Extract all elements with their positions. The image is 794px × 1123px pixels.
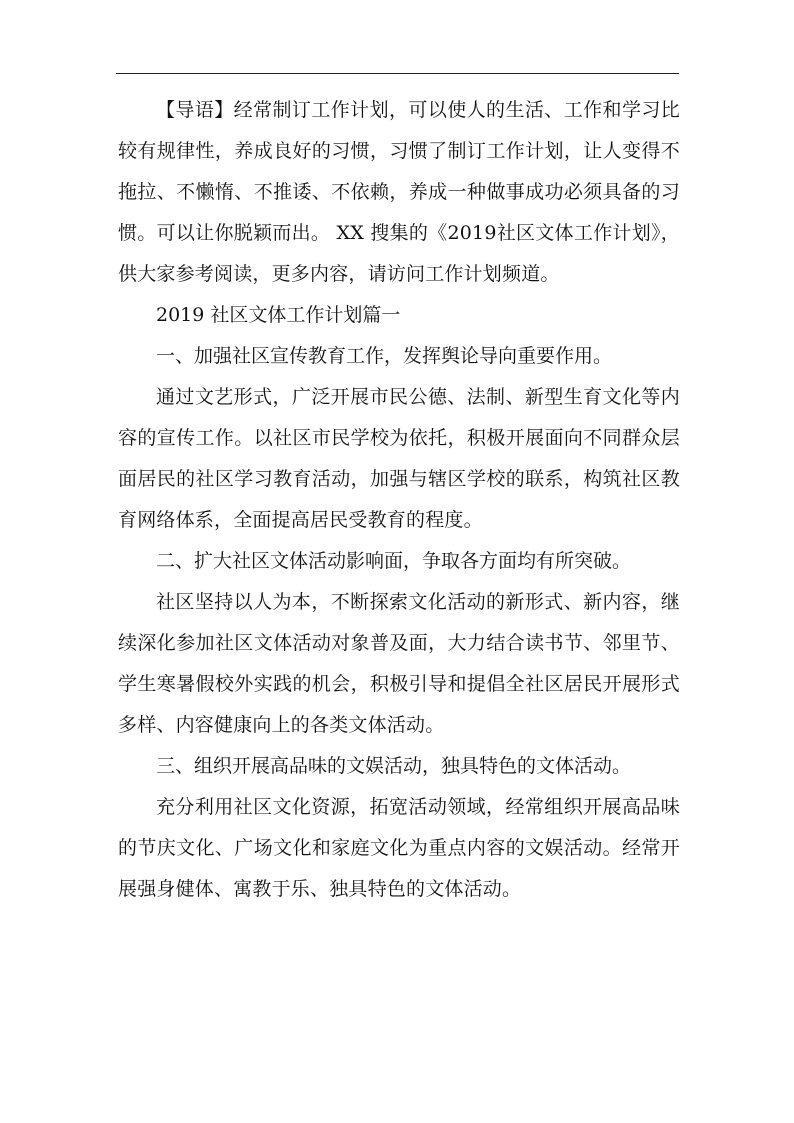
section-1-heading: 一、加强社区宣传教育工作，发挥舆论导向重要作用。	[156, 345, 613, 367]
section-1-body: 通过文艺形式，广泛开展市民公德、法制、新型生育文化等内容的宣传工作。以社区市民学校为依托，积极开展面向不同群众层面居民的社区学习教育活动，加强与辖区学校的联系，构筑社区教育网络体系，全面提高居民受教育的程度。	[118, 386, 680, 531]
section-2-body: 社区坚持以人为本，不断探索文化活动的新形式、新内容，继续深化参加社区文体活动对象普及面，大力结合读书节、邻里节、学生寒暑假校外实践的机会，积极引导和提倡全社区居民开展形式多样、内容健康向上的各类文体活动。	[118, 591, 680, 736]
section-3-heading: 三、组织开展高品味的文娱活动，独具特色的文体活动。	[156, 755, 632, 777]
part-title: 2019 社区文体工作计划篇一	[156, 304, 401, 326]
document-body	[118, 90, 680, 910]
intro-paragraph: 【导语】经常制订工作计划，可以使人的生活、工作和学习比较有规律性，养成良好的习惯，习惯了制订工作计划，让人变得不拖拉、不懒惰、不推诿、不依赖，养成一种做事成功必须具备的习惯。可以让你脱颖而出。 XX 搜集的《2019社区文体工作计划》，供大家参考阅读，更多内容，请访问工作计划频道。	[118, 99, 680, 285]
section-3-body: 充分利用社区文化资源，拓宽活动领域，经常组织开展高品味的节庆文化、广场文化和家庭文化为重点内容的文娱活动。经常开展强身健体、寓教于乐、独具特色的文体活动。	[118, 796, 680, 900]
section-2-heading: 二、扩大社区文体活动影响面，争取各方面均有所突破。	[156, 550, 632, 572]
header-rule	[116, 73, 679, 74]
